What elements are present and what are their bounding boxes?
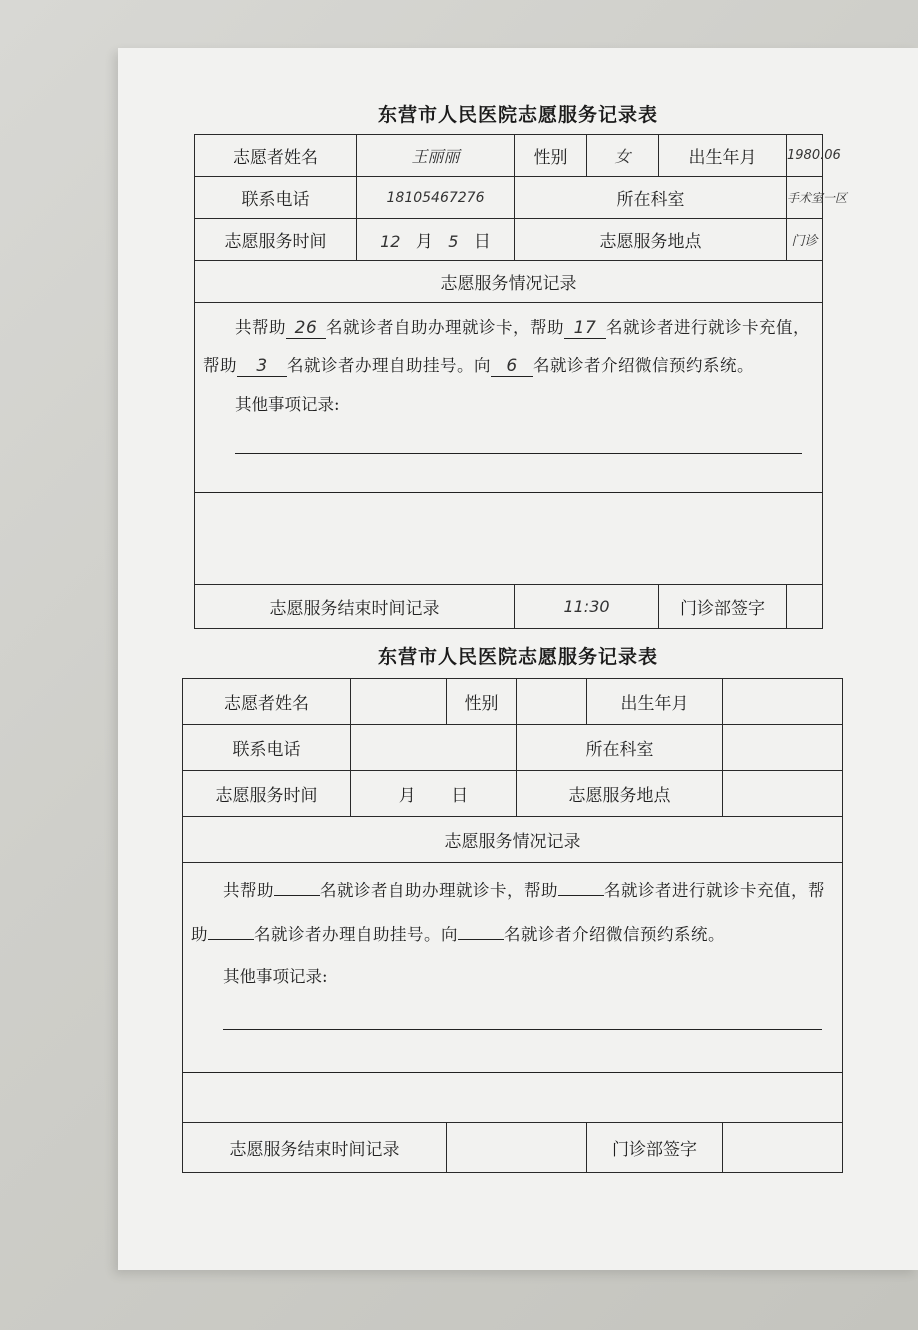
day-value: 5 xyxy=(448,232,459,251)
dept-label: 所在科室 xyxy=(517,725,723,771)
record-paragraph xyxy=(183,863,842,957)
end-time-value[interactable] xyxy=(447,1123,587,1173)
name-value[interactable] xyxy=(351,679,447,725)
dept-label: 所在科室 xyxy=(515,177,787,219)
name-label: 志愿者姓名 xyxy=(195,135,357,177)
end-time-value[interactable]: 11:30 xyxy=(515,585,659,629)
signature-label: 门诊部签字 xyxy=(659,585,787,629)
other-notes-label: 其他事项记录: xyxy=(223,967,328,986)
end-time-label: 志愿服务结束时间记录 xyxy=(195,585,515,629)
birth-value[interactable]: 1980.06 xyxy=(787,135,823,177)
location-value[interactable] xyxy=(723,771,843,817)
para-text-3: 名就诊者进行就诊卡充值，帮助 xyxy=(203,318,810,375)
form-2-title: 东营市人民医院志愿服务记录表 xyxy=(377,646,658,668)
phone-label: 联系电话 xyxy=(195,177,357,219)
form-1-title: 东营市人民医院志愿服务记录表 xyxy=(377,104,658,126)
month-label: 月 xyxy=(415,232,433,252)
para-text-2: 名就诊者自助办理就诊卡，帮助 xyxy=(320,881,558,900)
location-label: 志愿服务地点 xyxy=(515,219,787,261)
signature-value[interactable] xyxy=(787,585,823,629)
phone-label: 联系电话 xyxy=(183,725,351,771)
record-header: 志愿服务情况记录 xyxy=(195,261,823,303)
blank-register-count[interactable]: 3 xyxy=(256,356,268,376)
name-label: 志愿者姓名 xyxy=(183,679,351,725)
day-label: 日 xyxy=(451,786,469,806)
service-time-label: 志愿服务时间 xyxy=(195,219,357,261)
other-notes-line-2[interactable] xyxy=(183,1072,842,1073)
blank-cards-count[interactable]: 26 xyxy=(294,318,318,338)
location-label: 志愿服务地点 xyxy=(517,771,723,817)
gender-label: 性别 xyxy=(515,135,587,177)
para-text-1: 共帮助 xyxy=(223,881,274,900)
location-value[interactable]: 门诊 xyxy=(787,219,823,261)
birth-label: 出生年月 xyxy=(587,679,723,725)
para-text-5: 名就诊者介绍微信预约系统。 xyxy=(533,356,754,375)
form-2-table xyxy=(182,678,843,1173)
gender-label: 性别 xyxy=(447,679,517,725)
dept-value[interactable] xyxy=(723,725,843,771)
blank-recharge-count[interactable]: 17 xyxy=(573,318,597,338)
para-text-3: 名就诊者进行就诊卡充值，帮助 xyxy=(191,881,825,944)
gender-value[interactable]: 女 xyxy=(587,135,659,177)
para-text-1: 共帮助 xyxy=(235,318,286,337)
record-paragraph xyxy=(195,303,822,385)
para-text-2: 名就诊者自助办理就诊卡，帮助 xyxy=(326,318,564,337)
other-notes-line-2[interactable] xyxy=(195,492,822,493)
day-label: 日 xyxy=(473,232,491,252)
other-notes-line[interactable] xyxy=(235,453,802,454)
blank-wechat-count[interactable]: 6 xyxy=(506,356,518,376)
para-text-4: 名就诊者办理自助挂号。向 xyxy=(287,356,491,375)
gender-value[interactable] xyxy=(517,679,587,725)
service-time-label: 志愿服务时间 xyxy=(183,771,351,817)
other-notes-label: 其他事项记录: xyxy=(235,395,340,414)
month-value: 12 xyxy=(380,232,401,251)
dept-value[interactable]: 手术室一区 xyxy=(787,177,823,219)
phone-value[interactable]: 18105467276 xyxy=(357,177,515,219)
signature-value[interactable] xyxy=(723,1123,843,1173)
birth-label: 出生年月 xyxy=(659,135,787,177)
para-text-4: 名就诊者办理自助挂号。向 xyxy=(254,925,458,944)
phone-value[interactable] xyxy=(351,725,517,771)
end-time-label: 志愿服务结束时间记录 xyxy=(183,1123,447,1173)
signature-label: 门诊部签字 xyxy=(587,1123,723,1173)
form-1-table xyxy=(194,134,848,629)
record-body xyxy=(195,303,823,585)
paper-sheet xyxy=(118,48,918,1270)
service-date-value[interactable] xyxy=(351,771,517,817)
record-body xyxy=(183,863,843,1123)
name-value[interactable]: 王丽丽 xyxy=(357,135,515,177)
para-text-5: 名就诊者介绍微信预约系统。 xyxy=(504,925,725,944)
other-notes-line[interactable] xyxy=(223,1029,822,1030)
service-date-value[interactable] xyxy=(357,219,515,261)
record-header: 志愿服务情况记录 xyxy=(183,817,843,863)
month-label: 月 xyxy=(398,786,416,806)
birth-value[interactable] xyxy=(723,679,843,725)
